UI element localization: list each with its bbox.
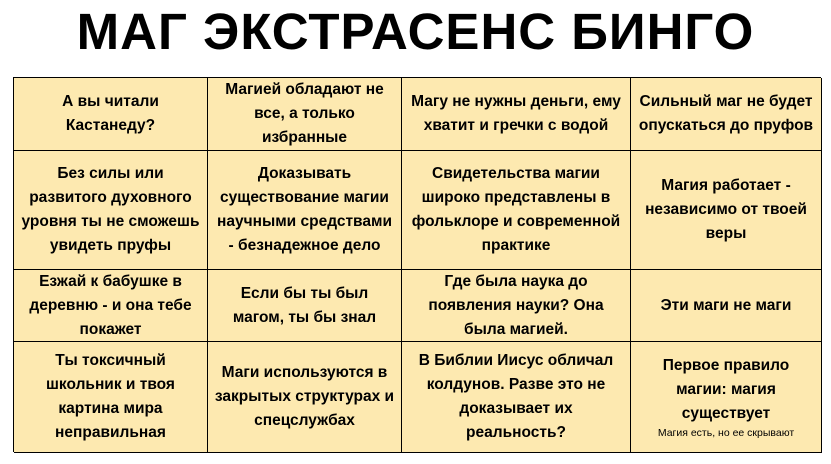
bingo-cell[interactable] — [14, 270, 208, 342]
bingo-cell-text: Сильный маг не будет опускаться до пруфов — [638, 93, 814, 134]
bingo-cell[interactable] — [14, 342, 208, 453]
bingo-cell[interactable] — [402, 342, 631, 453]
bingo-cell[interactable] — [208, 342, 402, 453]
bingo-cell-text: Свидетельства магии широко представлены в фольклоре и современной практике — [411, 165, 621, 254]
bingo-cell-text: А вы читали Кастанеду? — [62, 93, 159, 134]
bingo-cell-text: Магу не нужны деньги, ему хватит и гречки с водой — [411, 93, 621, 134]
bingo-cell[interactable] — [208, 270, 402, 342]
bingo-cell-text: Без силы или развитого духовного уровня ты не сможешь увидеть пруфы — [21, 165, 200, 254]
bingo-cell-text: Магия работает - независимо от твоей веры — [645, 177, 807, 242]
bingo-cell-note: Магия есть, но ее скрывают — [657, 427, 795, 439]
bingo-cell-text: Если бы ты был магом, ты бы знал — [232, 284, 377, 326]
bingo-cell[interactable] — [631, 151, 822, 270]
bingo-cell[interactable] — [14, 78, 208, 151]
bingo-cell[interactable] — [402, 78, 631, 151]
bingo-cell-text: Где была наука до появления науки? Она была магией. — [428, 272, 604, 338]
bingo-cell[interactable] — [631, 270, 822, 342]
bingo-cell-text: Магией обладают не все, а только избранные — [225, 81, 384, 146]
bingo-cell-text: Ты токсичный школьник и твоя картина мира неправильная — [46, 352, 175, 441]
bingo-cell[interactable] — [402, 151, 631, 270]
bingo-cell-text: Маги используются в закрытых структурах и спецслужбах — [214, 364, 395, 429]
bingo-cell[interactable] — [631, 342, 822, 453]
bingo-cell-text: Езжай к бабушке в деревню - и она тебе покажет — [29, 272, 192, 338]
bingo-grid — [13, 77, 821, 452]
bingo-cell-text: В Библии Иисус обличал колдунов. Разве это не доказывает их реальность? — [418, 352, 614, 441]
bingo-cell[interactable] — [208, 78, 402, 151]
bingo-cell-text: Эти маги не маги — [660, 296, 792, 314]
bingo-cell[interactable] — [631, 78, 822, 151]
bingo-cell[interactable] — [14, 151, 208, 270]
bingo-cell[interactable] — [402, 270, 631, 342]
page-title: МАГ ЭКСТРАСЕНС БИНГО — [76, 3, 755, 60]
bingo-cell[interactable] — [208, 151, 402, 270]
bingo-cell-text: Первое правило магии: магия существует — [662, 357, 790, 422]
bingo-cell-text: Доказывать существование магии научными средствами - безнадежное дело — [217, 165, 392, 254]
